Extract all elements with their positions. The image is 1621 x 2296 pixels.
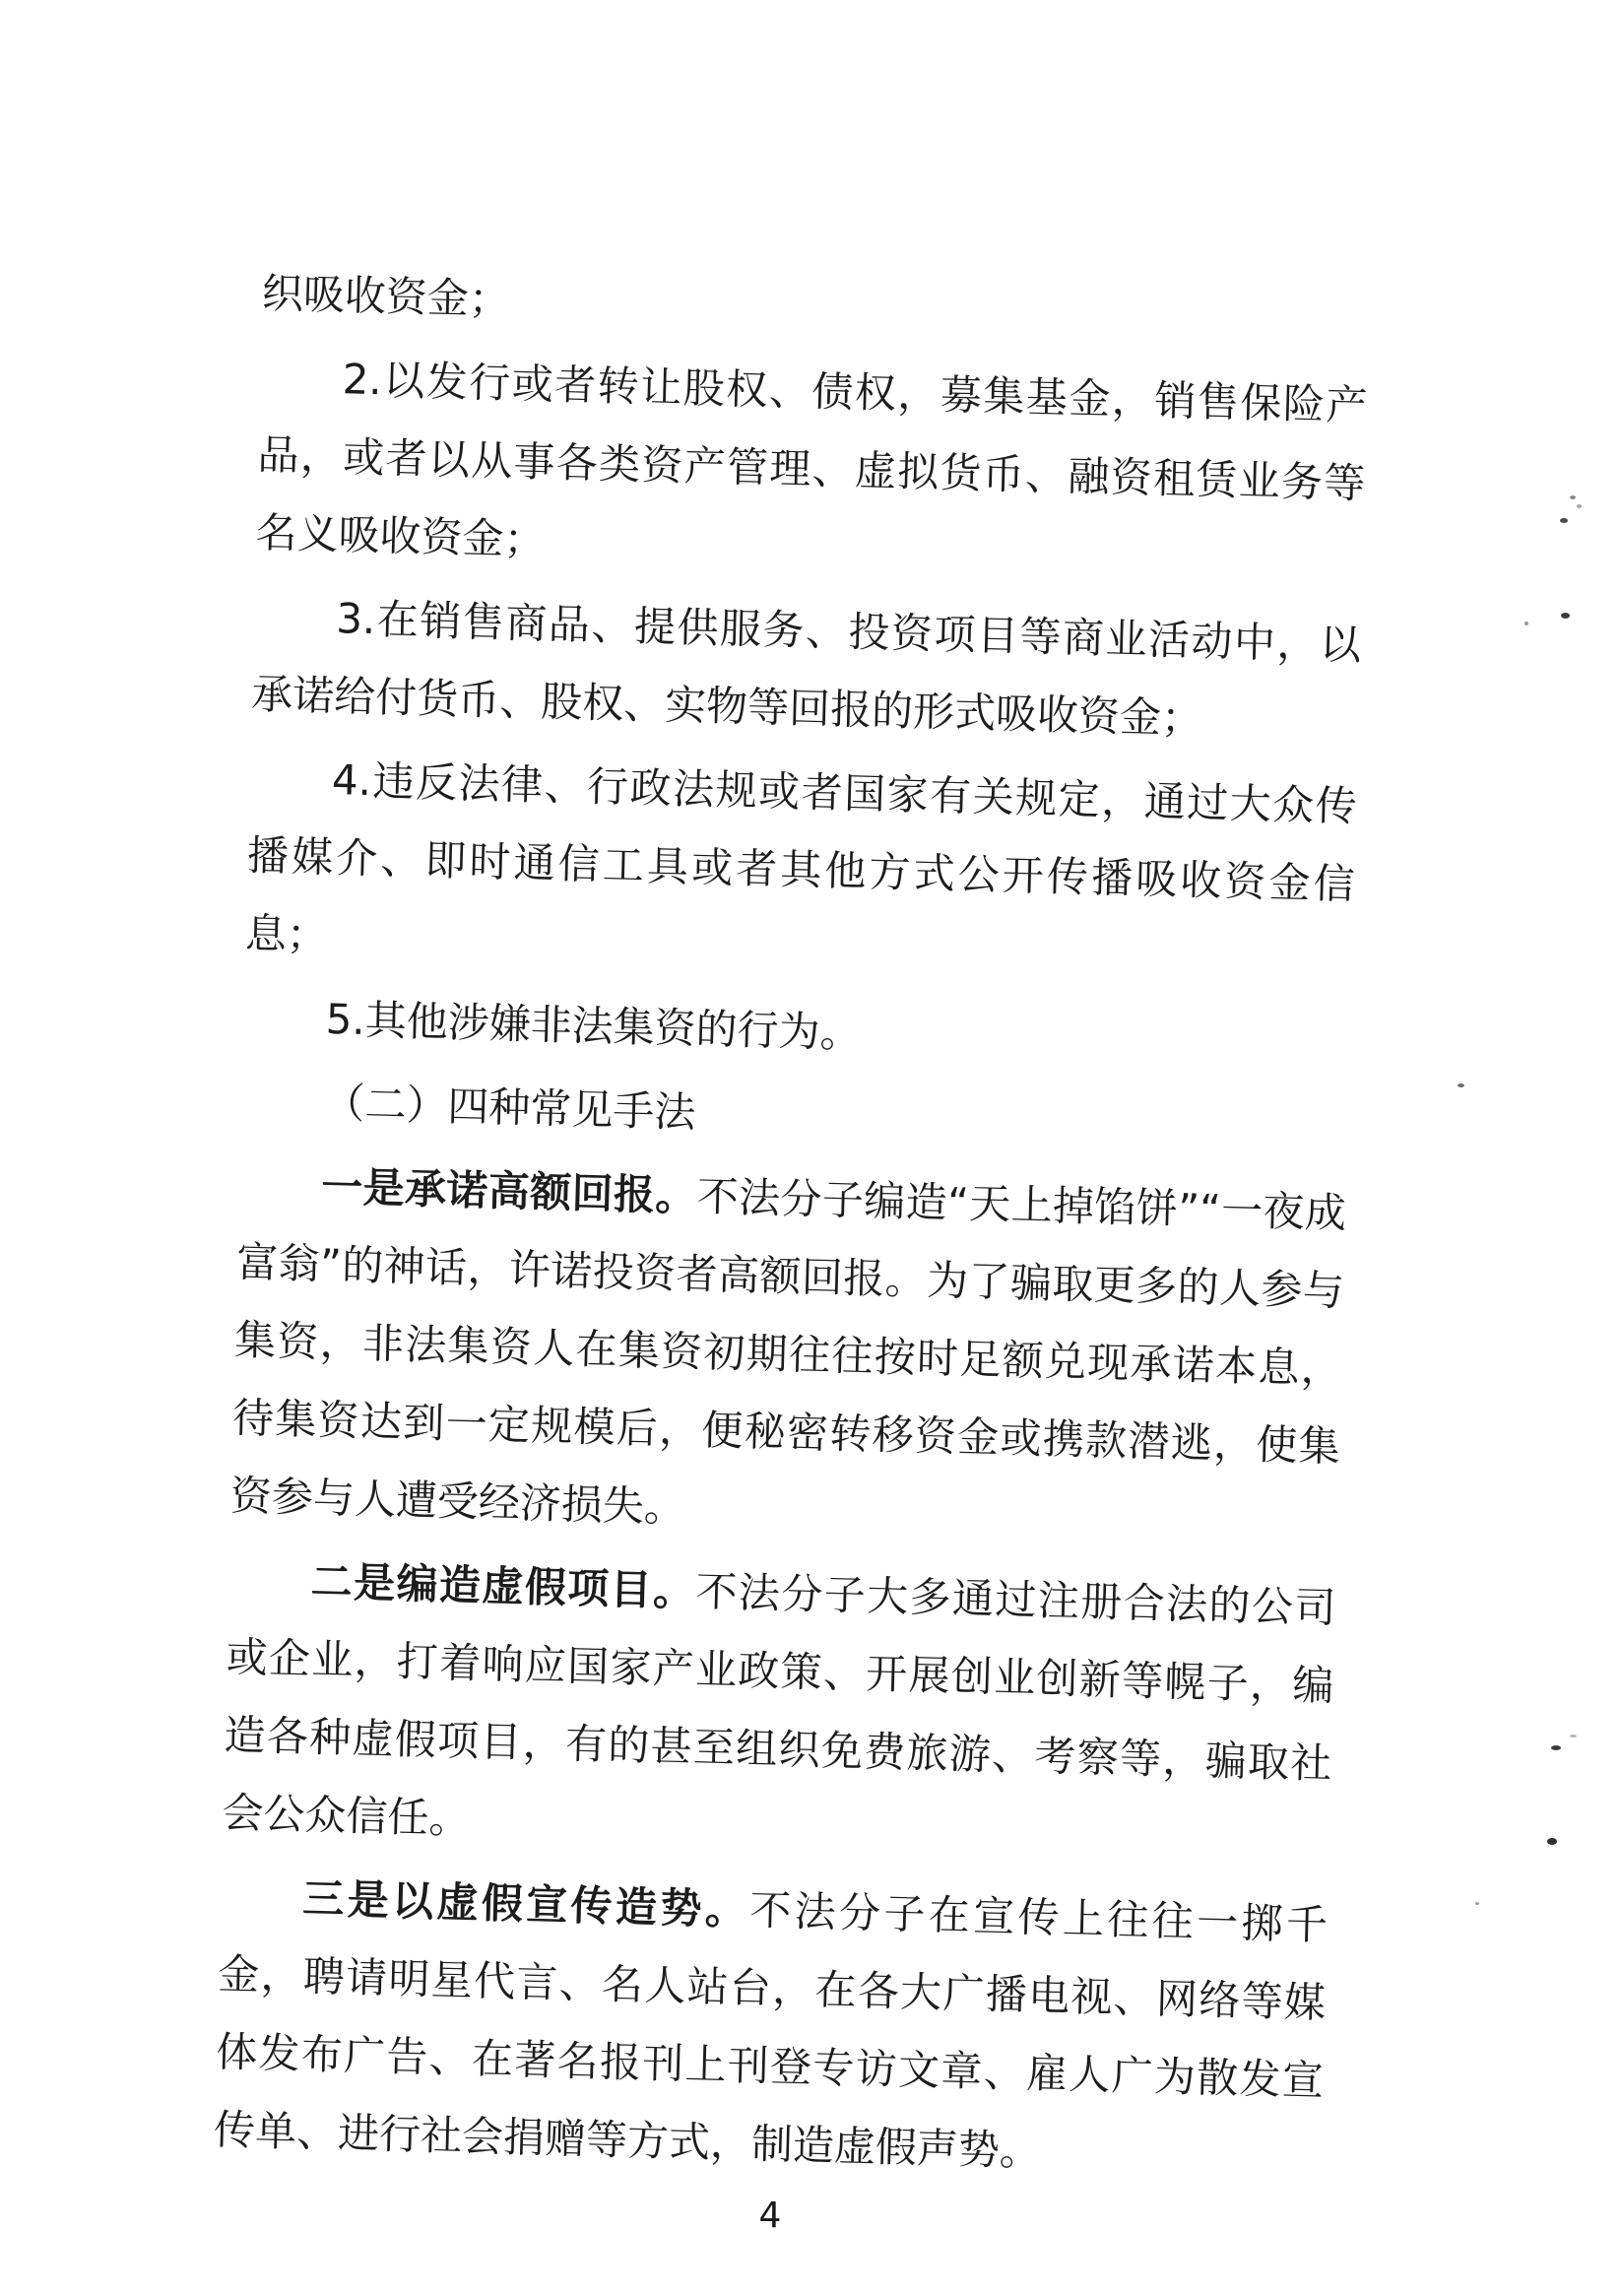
scan-speck: [1560, 518, 1568, 523]
paragraph-item-3: [250, 577, 1362, 761]
paragraph-method-1: [229, 1146, 1347, 1563]
scan-speck: [1577, 504, 1582, 508]
bold-lead: 二是编造虚假项目。: [310, 1556, 697, 1615]
text-line: 会公众信任。: [221, 1788, 472, 1844]
scan-speck: [1458, 1083, 1464, 1087]
scan-speck: [1570, 495, 1576, 499]
lead-rest: 不法分子编造“天上掉馅饼”“一夜成: [696, 1171, 1347, 1238]
text-line: 品，或者以从事各类资产管理、虚拟货币、融资租赁业务等: [257, 429, 1366, 508]
text-line: 3.在销售商品、提供服务、投资项目等商业活动中，以: [335, 594, 1362, 670]
scan-speck: [1551, 1745, 1561, 1750]
lead-rest: 不法分子在宣传上往往一掷千: [748, 1885, 1329, 1949]
bold-lead: 三是以虚假宣传造势。: [301, 1873, 750, 1935]
text-line: 资参与人遭受经济损失。: [229, 1471, 686, 1532]
text-line: 名义吸收资金；: [254, 507, 547, 564]
text-line: 金，聘请明星代言、名人站台，在各大广播电视、网络等媒: [217, 1949, 1327, 2027]
scan-speck: [1570, 1735, 1577, 1738]
text-line: 播媒介、即时通信工具或者其他方式公开传播吸收资金信: [246, 830, 1356, 909]
text-line: 织吸收资金；: [261, 268, 511, 324]
text-line: 集资，非法集资人在集资初期往往按时足额兑现承诺本息，: [233, 1315, 1343, 1394]
bold-lead: 一是承诺高额回报。: [320, 1161, 698, 1220]
scan-speck: [1547, 1838, 1557, 1845]
text-line: 2.以发行或者转让股权、债权，募集基金，销售保险产: [342, 355, 1368, 430]
paragraph-item-4: [244, 739, 1358, 1001]
text-line: 体发布广告、在著名报刊上刊登专访文章、雇人广为散发宣: [215, 2027, 1325, 2105]
text-line: 或企业，打着响应国家产业政策、开展创业创新等幌子，编: [226, 1632, 1334, 1710]
text-line: 传单、进行社会捐赠等方式，制造虚假声势。: [213, 2105, 1042, 2176]
paragraph-method-3: [213, 1857, 1329, 2197]
text-line: 4.违反法律、行政法规或者国家有关规定，通过大众传: [331, 755, 1358, 831]
text-line: 造各种虚假项目，有的甚至组织免费旅游、考察等，骗取社: [224, 1710, 1332, 1788]
document-body: [213, 254, 1371, 2198]
scan-speck: [1475, 1902, 1479, 1905]
text-line: 富翁”的神话，许诺投资者高额回报。为了骗取更多的人参与: [235, 1237, 1345, 1316]
scan-speck: [1524, 622, 1528, 625]
paragraph-item-2: [255, 338, 1369, 600]
scan-speck: [1561, 613, 1570, 619]
text-line: 5.其他涉嫌非法集资的行为。: [325, 994, 863, 1058]
text-line: 息；: [244, 908, 329, 959]
text-line: 待集资达到一定规模后，便秘密转移资金或携款潜逃，使集: [231, 1393, 1341, 1472]
page-number: 4: [758, 2196, 782, 2236]
lead-rest: 不法分子大多通过注册合法的公司: [694, 1566, 1337, 1632]
text-line: （二）四种常见手法: [322, 1078, 696, 1137]
text-line: 承诺给付货币、股权、实物等回报的形式吸收资金；: [250, 669, 1203, 744]
paragraph-method-2: [222, 1541, 1337, 1880]
